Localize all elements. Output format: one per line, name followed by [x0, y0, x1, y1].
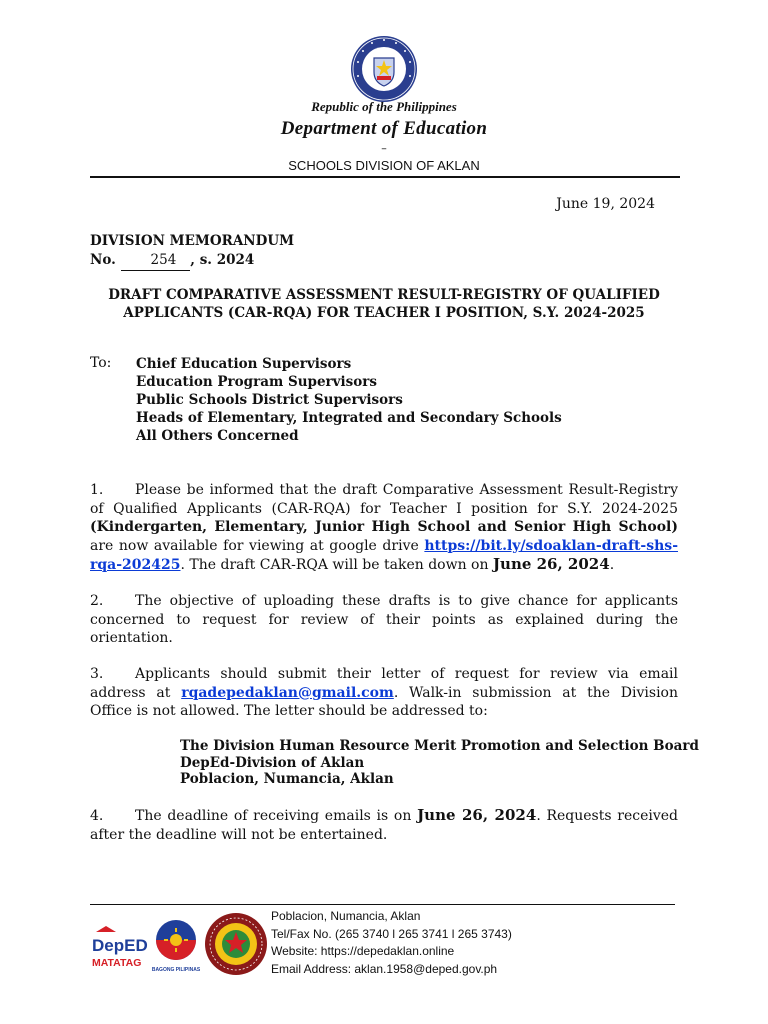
memo-date: June 19, 2024 — [556, 196, 655, 212]
memo-block — [90, 232, 294, 271]
recipient-item: Heads of Elementary, Integrated and Secondary Schools — [136, 410, 562, 426]
to-label: To: — [90, 355, 112, 371]
paragraph-number: 4. — [90, 808, 104, 824]
paragraph-4 — [90, 806, 678, 844]
paragraph-text: . Walk-in submission at the Division Office is not allowed. The letter should be addressed to: — [90, 684, 678, 719]
republic-heading: Republic of the Philippines — [311, 99, 457, 114]
memo-series: , s. 2024 — [190, 252, 255, 268]
paragraph-text: . The draft CAR-RQA will be taken down on — [180, 557, 493, 573]
footer-email: Email Address: aklan.1958@deped.gov.ph — [271, 961, 498, 976]
bagong-pilipinas-logo — [152, 916, 200, 974]
paragraph-number: 1. — [90, 482, 104, 498]
paragraph-text: The deadline of receiving emails is on — [135, 808, 418, 824]
subject-line-1: DRAFT COMPARATIVE ASSESSMENT RESULT-REGISTRY OF QUALIFIED — [108, 287, 660, 303]
paragraph-text: are now available for viewing at google drive — [90, 537, 425, 554]
memo-number-line — [90, 251, 294, 271]
deadline-date: June 26, 2024 — [417, 806, 537, 824]
subject-line-2: APPLICANTS (CAR-RQA) FOR TEACHER I POSITION, S.Y. 2024-2025 — [123, 305, 645, 321]
footer-telfax: Tel/Fax No. (265 3740 l 265 3741 l 265 3743) — [271, 926, 512, 941]
paragraph-number: 3. — [90, 666, 104, 682]
paragraph-number: 2. — [90, 593, 104, 609]
header-dash: – — [381, 142, 387, 155]
header-divider — [90, 176, 680, 178]
addressee-line: The Division Human Resource Merit Promotion and Selection Board — [180, 738, 699, 754]
recipient-list — [136, 355, 562, 445]
memo-no-label: No. — [90, 252, 116, 268]
recipient-item: Education Program Supervisors — [136, 374, 377, 390]
department-heading: Department of Education — [280, 118, 488, 139]
school-levels: (Kindergarten, Elementary, Junior High School and Senior High School) — [90, 519, 678, 535]
paragraph-1 — [90, 481, 678, 575]
addressee-line: Poblacion, Numancia, Aklan — [180, 771, 394, 787]
recipient-item: All Others Concerned — [136, 428, 299, 444]
addressee-block — [180, 738, 699, 788]
deped-matatag-logo — [90, 918, 152, 974]
footer-divider — [90, 904, 675, 905]
paragraph-text: Applicants should submit their letter of request for review via email address at — [90, 666, 678, 701]
addressee-line: DepEd-Division of Aklan — [180, 754, 365, 771]
recipient-item: Public Schools District Supervisors — [136, 392, 403, 408]
deped-seal-logo — [349, 34, 419, 104]
paragraph-3 — [90, 665, 678, 721]
memo-number: 254 — [121, 251, 191, 271]
division-heading: SCHOOLS DIVISION OF AKLAN — [288, 158, 480, 173]
recipient-item: Chief Education Supervisors — [136, 356, 352, 372]
division-aklan-seal — [204, 912, 268, 976]
bagong-pilipinas-text: BAGONG PILIPINAS — [152, 967, 200, 973]
paragraph-text: . — [609, 557, 615, 573]
paragraph-text: Please be informed that the draft Comparative Assessment Result-Registry of Qualified Applicants (CAR-RQA) for Teacher I position for S.Y. 2024-2025 — [90, 482, 678, 517]
memo-title: DIVISION MEMORANDUM — [90, 233, 295, 249]
deped-logo-text: DepED — [92, 936, 148, 955]
paragraph-text: The objective of uploading these drafts is to give chance for applicants concerned to request for review of their points as explained during the orientation. — [90, 593, 678, 646]
drive-link[interactable]: https://bit.ly/sdoaklan-draft-shs-rqa-202425 — [90, 537, 678, 573]
email-link[interactable]: rqadepedaklan@gmail.com — [181, 684, 394, 701]
matatag-text: MATATAG — [92, 957, 142, 969]
footer-contact — [271, 908, 512, 978]
paragraph-2 — [90, 592, 678, 648]
footer-address: Poblacion, Numancia, Aklan — [271, 909, 421, 923]
footer-website: Website: https://depedaklan.online — [271, 944, 455, 958]
paragraph-text: . Requests received after the deadline will not be entertained. — [90, 808, 678, 843]
takedown-date: June 26, 2024 — [492, 555, 610, 573]
memo-subject — [0, 286, 768, 322]
